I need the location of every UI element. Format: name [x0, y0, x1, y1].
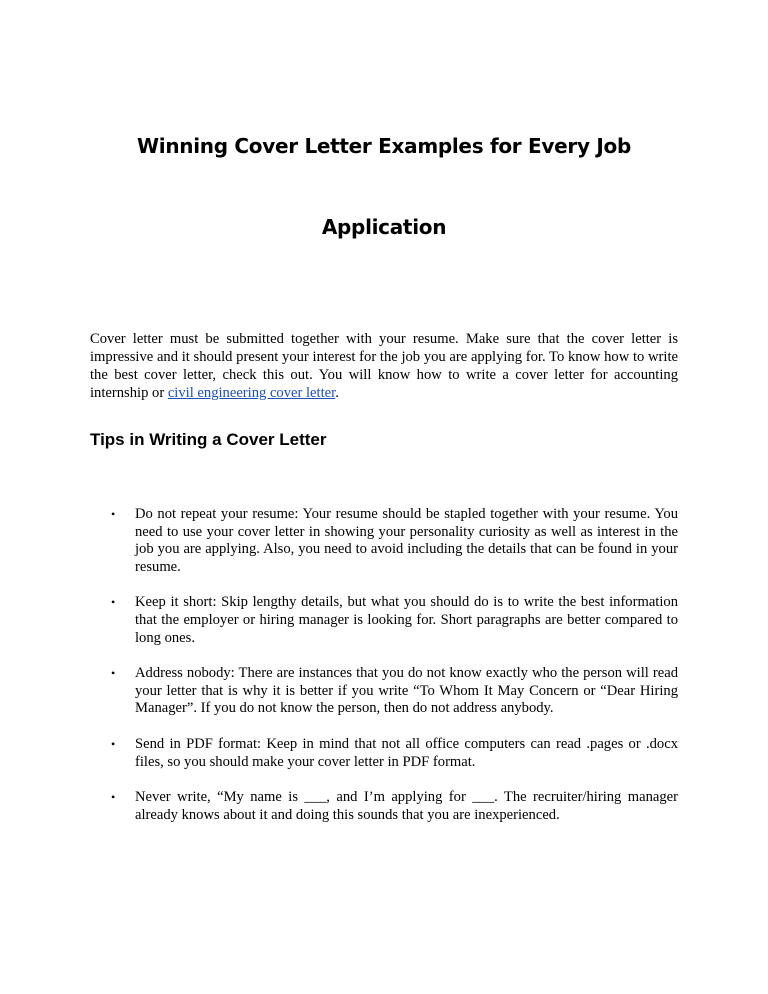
tip-item-address-nobody	[90, 665, 678, 718]
tip-text: Address nobody: There are instances that you do not know exactly who the person will read your letter that is why it is better if you write “To Whom It May Concern or “Dear Hiring Manager”. If you do not know the person, then do not address anybody.	[135, 665, 678, 717]
tip-item-keep-short	[90, 594, 678, 647]
intro-text-end: .	[335, 385, 339, 401]
intro-text: Cover letter must be submitted together with your resume. Make sure that the cover letter is impressive and it should present your interest for the job you are applying for. To know how to write the best cover letter, check this out. You will know how to write a cover letter for accounting internship or	[90, 331, 678, 401]
document-title-line-1: Winning Cover Letter Examples for Every Job	[137, 134, 631, 158]
tip-text: Never write, “My name is ___, and I’m applying for ___. The recruiter/hiring manager already knows about it and doing this sounds that you are inexperienced.	[135, 789, 678, 823]
civil-engineering-cover-letter-link[interactable]: civil engineering cover letter	[167, 385, 336, 401]
bullet-icon: •	[111, 736, 116, 751]
intro-paragraph	[90, 330, 678, 402]
tip-item-pdf-format	[90, 736, 678, 771]
bullet-icon: •	[111, 666, 116, 681]
tip-item-repeat-resume	[90, 506, 678, 576]
bullet-icon: •	[111, 595, 116, 610]
tip-text: Do not repeat your resume: Your resume should be stapled together with your resume. You need to use your cover letter in showing your personality curiosity as well as interest in the job you are applying. Also, you need to avoid including the details that can be found in your resume.	[135, 506, 678, 575]
tips-list	[90, 506, 678, 842]
section-heading-tips: Tips in Writing a Cover Letter	[90, 430, 327, 449]
bullet-icon: •	[111, 507, 116, 521]
tip-text: Send in PDF format: Keep in mind that not all office computers can read .pages or .docx files, so you should make your cover letter in PDF format.	[135, 735, 678, 770]
tip-text: Keep it short: Skip lengthy details, but what you should do is to write the best information that the employer or hiring manager is looking for. Short paragraphs are better compared to long ones.	[135, 594, 678, 646]
bullet-icon: •	[111, 790, 116, 805]
document-title-line-2: Application	[321, 215, 447, 239]
tip-item-never-write	[90, 789, 678, 824]
